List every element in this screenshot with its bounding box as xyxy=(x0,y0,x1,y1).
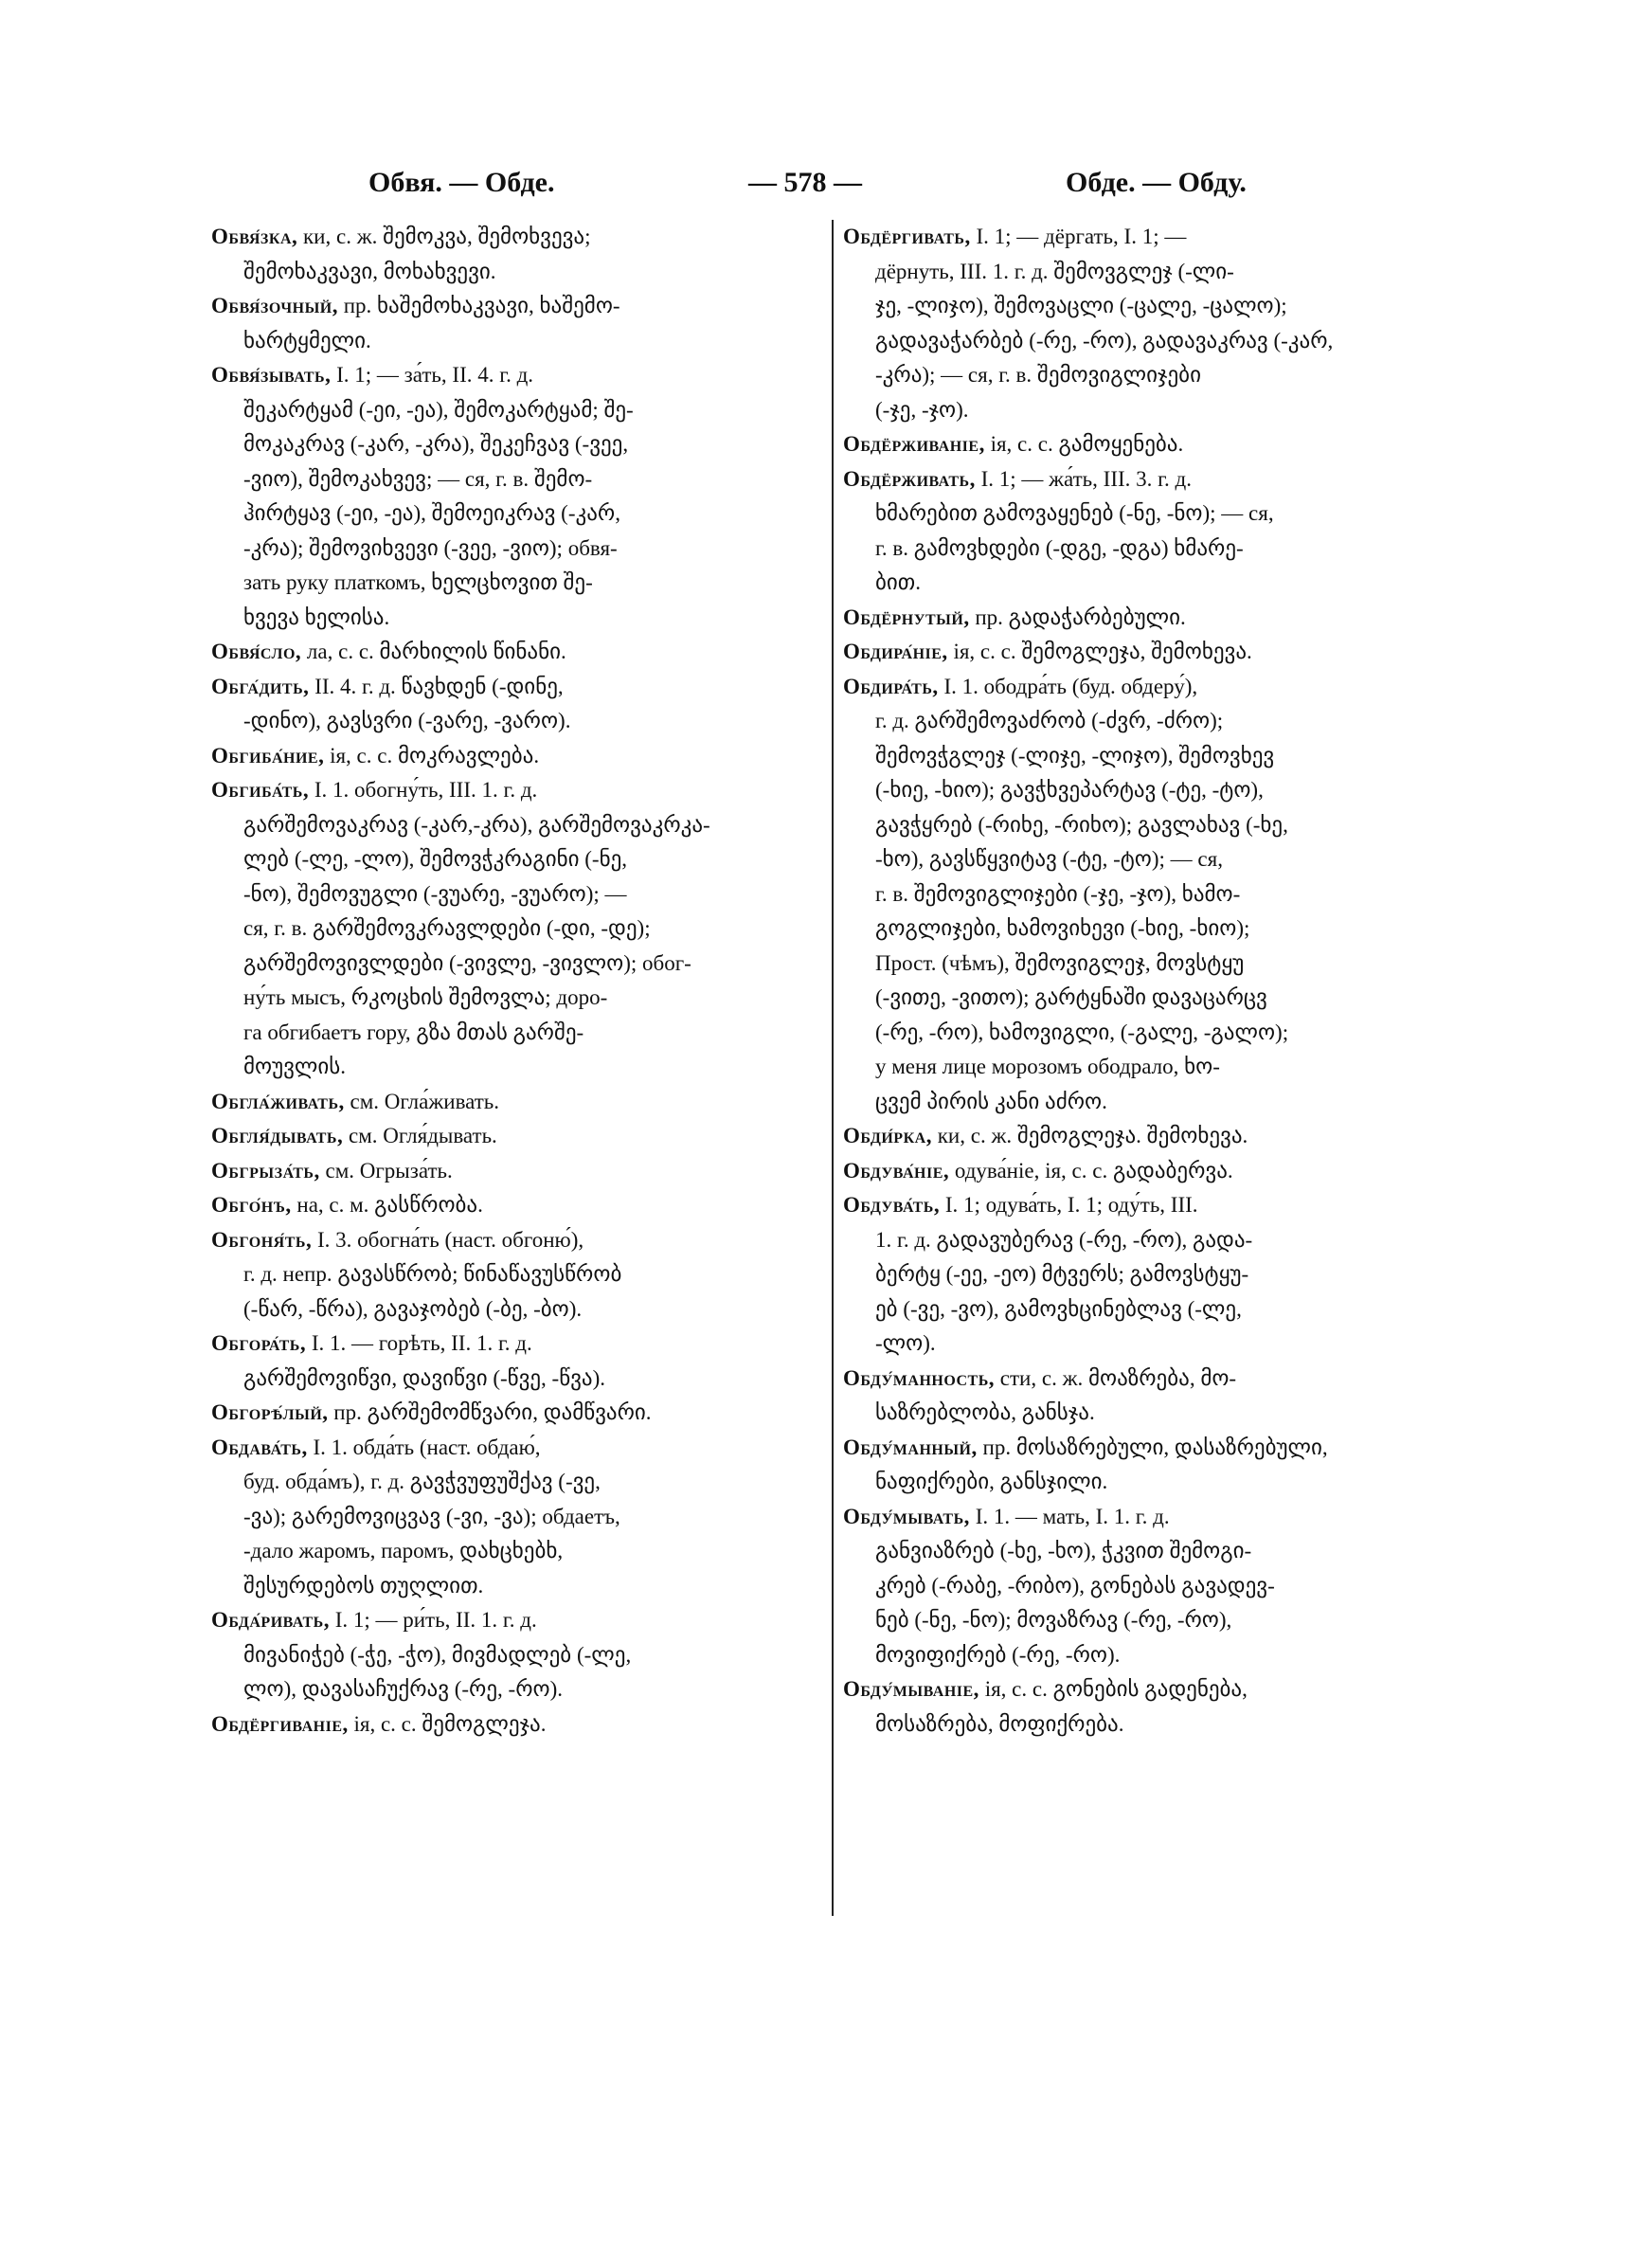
column-divider xyxy=(832,220,834,1916)
entry-definition-start: одува́нiе, ія, с. с. გადაბერვა. xyxy=(949,1158,1233,1183)
entry-headword: Обга́дить, xyxy=(211,674,310,698)
entry-definition-start: I. 1; — жа́ть, III. 3. г. д. xyxy=(975,466,1192,491)
dictionary-entry xyxy=(211,1707,827,1742)
entry-definition-start: I. 1; — дёргать, I. 1; — xyxy=(970,225,1187,248)
dictionary-entry xyxy=(211,1431,827,1604)
entry-continuation-line: ბერტყ (-ეე, -ეო) მტვერს; გამოვსტყუ- xyxy=(875,1262,1249,1286)
dictionary-entry xyxy=(211,1223,827,1327)
entry-headword: Обдава́ть, xyxy=(211,1435,308,1459)
entry-first-line xyxy=(843,427,1454,462)
entry-continuation-line: გოგლიჯები, ხამოვიხევი (-ხიე, -ხიო); xyxy=(875,916,1250,940)
entry-continuation-line: дёрнуть, III. 1. г. д. შემოვგლეჯ (-ლი- xyxy=(875,259,1234,283)
entry-continuation-line: у меня лице морозомъ ободрало, ხო- xyxy=(875,1055,1220,1078)
entry-continuation-line: -კრა); შემოვიხვევი (-ვეე, -ვიო); обвя- xyxy=(243,535,618,560)
entry-headword: Обдира́ть, xyxy=(843,674,939,698)
entry-headword: Обдёргивать, xyxy=(843,225,971,248)
entry-continuation-line: 1. г. д. გადავუბერავ (-რე, -რო), გადა- xyxy=(875,1227,1253,1252)
entry-definition-start: ія, с. с. გამოყენება. xyxy=(984,432,1184,456)
entry-headword: Обвя́зка, xyxy=(211,225,298,248)
entry-definition-start: пр. გადაჭარბებული. xyxy=(969,605,1186,629)
entry-definition-start: II. 4. г. д. წავხდენ (-დინე, xyxy=(309,674,564,698)
entry-first-line xyxy=(843,1672,1454,1707)
dictionary-entry xyxy=(843,462,1454,601)
entry-headword: Обгля́дывать, xyxy=(211,1124,344,1147)
entry-headword: Обвя́зочный, xyxy=(211,294,338,317)
entry-continuation-line: (-ვითე, -ვითო); გარტყნაში დავაცარცვ xyxy=(875,985,1267,1009)
entry-definition-start: пр. გარშემომწვარი, დამწვარი. xyxy=(328,1400,652,1424)
entry-definition-start: на, с. м. გასწრობა. xyxy=(291,1193,483,1217)
dictionary-entry xyxy=(211,1188,827,1223)
dictionary-entry xyxy=(211,1154,827,1189)
entry-first-line xyxy=(211,358,827,393)
dictionary-entry xyxy=(211,1396,827,1431)
entry-headword: Обго́нъ, xyxy=(211,1193,292,1217)
entry-first-line xyxy=(211,739,827,774)
entry-definition-start: пр. მოსაზრებული, დასაზრებული, xyxy=(977,1435,1328,1459)
dictionary-entry xyxy=(211,773,827,1085)
entry-first-line xyxy=(843,1119,1454,1154)
entry-continuation-line: -დინო), გავსვრი (-ვარე, -ვარო). xyxy=(243,709,571,732)
entry-headword: Обдёрживать, xyxy=(843,466,976,491)
entry-continuation-line: ცვემ პირის კანი აძრო. xyxy=(875,1089,1107,1113)
entry-headword: Обгиба́ть, xyxy=(211,778,310,802)
entry-first-line xyxy=(211,1119,827,1154)
entry-continuation-line: -дало жаромъ, паромъ, დახცხებხ, xyxy=(243,1539,564,1562)
entry-first-line xyxy=(211,1154,827,1189)
entry-headword: Обду́мыванiе, xyxy=(843,1677,979,1701)
entry-continuation-line: г. в. გამოვხდები (-დგე, -დგა) ხმარე- xyxy=(875,535,1244,560)
entry-continuation-line: -ვიო), შემოკახვევ; — ся, г. в. შემო- xyxy=(243,466,593,491)
entry-definition-start: I. 1; одува́ть, I. 1; оду́ть, III. xyxy=(940,1193,1198,1217)
entry-continuation-line: მოვიფიქრებ (-რე, -რო). xyxy=(875,1642,1121,1667)
entry-first-line xyxy=(211,1327,827,1362)
entry-continuation-line: ბით. xyxy=(875,570,921,594)
entry-headword: Обди́рка, xyxy=(843,1124,932,1147)
entry-continuation-line: განვიაზრებ (-ხე, -ხო), ჭკვით შემოგი- xyxy=(875,1539,1252,1562)
entry-headword: Обгла́живать, xyxy=(211,1089,345,1113)
entry-continuation-line: შეკარტყამ (-ეი, -ეა), შემოკარტყამ; შე- xyxy=(243,397,634,422)
entry-headword: Обдува́ть, xyxy=(843,1193,941,1217)
entry-continuation-line: га обгибаетъ гору, გზა მთას გარშე- xyxy=(243,1020,584,1044)
entry-continuation-line: ლო), დავასაჩუქრავ (-რე, -რო). xyxy=(243,1677,563,1701)
entry-continuation-line: ჰირტყავ (-ეი, -ეა), შემოეიკრავ (-კარ, xyxy=(243,501,620,525)
entry-continuation-line: გარშემოვივლდები (-ვივლე, -ვივლო); обог- xyxy=(243,950,691,975)
dictionary-entry xyxy=(211,1085,827,1120)
dictionary-entry xyxy=(843,1362,1454,1431)
entry-first-line xyxy=(843,635,1454,670)
entry-continuation-line: ხარტყმელი. xyxy=(243,328,371,352)
entry-first-line xyxy=(211,1396,827,1431)
entry-headword: Обвя́зывать, xyxy=(211,363,332,387)
entry-first-line xyxy=(211,1707,827,1742)
entry-headword: Обду́мывать, xyxy=(843,1504,970,1528)
dictionary-entry xyxy=(211,739,827,774)
entry-first-line xyxy=(211,220,827,255)
entry-continuation-line: კრებ (-რაბე, -რიბო), გონებას გავადევ- xyxy=(875,1573,1275,1598)
entry-continuation-line: ხვევა ხელისა. xyxy=(243,605,390,629)
entry-continuation-line: буд. обда́мъ), г. д. გავჭვუფუშქავ (-ვე, xyxy=(243,1470,601,1493)
dictionary-entry xyxy=(843,1431,1454,1500)
entry-first-line xyxy=(211,635,827,670)
entry-continuation-line: -ხო), გავსწყვიტავ (-ტე, -ტო); — ся, xyxy=(875,847,1223,871)
entry-continuation-line: გარშემოვაკრავ (-კარ,-კრა), გარშემოვაკრკა- xyxy=(243,812,710,837)
dictionary-entry xyxy=(211,670,827,739)
entry-definition-start: ки, с. ж. შემოკვა, შემოხვევა; xyxy=(297,225,591,248)
entry-continuation-line: გარშემოვიწვი, დავიწვი (-წვე, -წვა). xyxy=(243,1365,606,1390)
entry-continuation-line: ну́ть мысъ, რკოცხის შემოვლა; доро- xyxy=(243,985,608,1009)
dictionary-entry xyxy=(843,1672,1454,1742)
entry-definition-start: ія, с. с. შემოგლეჯა, შემოხევა. xyxy=(947,640,1252,663)
entry-continuation-line: ლებ (-ლე, -ლო), შემოვჭკრაგინი (-ნე, xyxy=(243,847,628,871)
left-column xyxy=(211,220,827,1742)
entry-definition-start: I. 1. ободра́ть (буд. обдеру́), xyxy=(938,674,1198,698)
entry-continuation-line: (-წარ, -წრა), გავაჯობებ (-ბე, -ბო). xyxy=(243,1296,583,1321)
entry-definition-start: ки, с. ж. შემოგლეჯა. შემოხევა. xyxy=(932,1124,1248,1147)
entry-continuation-line: მოუვლის. xyxy=(243,1055,347,1078)
entry-headword: Обдира́нiе, xyxy=(843,640,948,663)
entry-continuation-line: ებ (-ვე, -ვო), გამოვხცინებლავ (-ლე, xyxy=(875,1296,1242,1321)
entry-first-line xyxy=(211,1085,827,1120)
entry-first-line xyxy=(211,1188,827,1223)
entry-definition-start: ія, с. с. მოკრავლება. xyxy=(324,743,540,767)
entry-headword: Обгиба́ние, xyxy=(211,743,325,767)
dictionary-entry xyxy=(843,670,1454,1120)
entry-headword: Обдёрживанiе, xyxy=(843,432,985,456)
header-left-guide: Обвя. — Обде. xyxy=(368,167,555,198)
entry-first-line xyxy=(843,220,1454,255)
dictionary-entry xyxy=(843,1154,1454,1189)
dictionary-entry xyxy=(843,635,1454,670)
entry-definition-start: см. Огля́дывать. xyxy=(343,1124,497,1147)
entry-first-line xyxy=(843,462,1454,497)
entry-definition-start: I. 1; — ри́ть, II. 1. г. д. xyxy=(329,1608,537,1632)
dictionary-entry xyxy=(211,1327,827,1396)
entry-first-line xyxy=(211,1603,827,1638)
entry-continuation-line: -კრა); — ся, г. в. შემოვიგლიჯები xyxy=(875,363,1201,387)
entry-continuation-line: г. в. შემოვიგლიჯები (-ჯე, -ჯო), ხამო- xyxy=(875,881,1241,906)
entry-continuation-line: მივანიჭებ (-ჭე, -ჭო), მივმადლებ (-ლე, xyxy=(243,1642,632,1667)
entry-continuation-line: შესურდებოს თუღლით. xyxy=(243,1573,484,1598)
entry-definition-start: см. Огла́живать. xyxy=(344,1089,500,1113)
entry-first-line xyxy=(843,1154,1454,1189)
entry-definition-start: I. 3. обогна́ть (наст. обгоню́), xyxy=(312,1227,584,1252)
entry-definition-start: I. 1. — горѣть, II. 1. г. д. xyxy=(306,1331,532,1355)
page-header xyxy=(0,167,1652,205)
entry-continuation-line: -ლო). xyxy=(875,1331,936,1355)
entry-continuation-line: ჯე, -ლიჯო), შემოვაცლი (-ცალე, -ცალო); xyxy=(875,294,1287,317)
entry-definition-start: ія, с. с. შემოგლეჯა. xyxy=(348,1711,547,1736)
entry-continuation-line: (-ხიე, -ხიო); გავჭხვეპარტავ (-ტე, -ტო), xyxy=(875,778,1264,802)
entry-headword: Обдёргиванiе, xyxy=(211,1711,349,1736)
entry-continuation-line: (-რე, -რო), ხამოვიგლი, (-გალე, -გალო); xyxy=(875,1020,1289,1044)
entry-definition-start: см. Огрыза́ть. xyxy=(319,1158,453,1183)
entry-continuation-line: Прост. (чѣмъ), შემოვიგლეჯ, მოვსტყუ xyxy=(875,950,1245,975)
entry-headword: Обду́манность, xyxy=(843,1365,996,1390)
entry-headword: Обгорѣ́лый, xyxy=(211,1400,329,1424)
entry-headword: Обдува́нiе, xyxy=(843,1158,950,1183)
entry-first-line xyxy=(843,1500,1454,1535)
entry-definition-start: пр. ხაშემოხაკვავი, ხაშემო- xyxy=(337,294,620,317)
entry-continuation-line: ნაფიქრები, განსჯილი. xyxy=(875,1470,1108,1493)
dictionary-entry xyxy=(211,1119,827,1154)
dictionary-entry xyxy=(211,358,827,635)
entry-definition-start: I. 1. — мать, I. 1. г. д. xyxy=(969,1504,1170,1528)
dictionary-entry xyxy=(843,601,1454,636)
entry-first-line xyxy=(211,1223,827,1258)
entry-continuation-line: შემოვჭგლეჯ (-ლიჯე, -ლიჯო), შემოვხევ xyxy=(875,743,1275,767)
dictionary-entry xyxy=(843,1119,1454,1154)
entry-first-line xyxy=(843,1431,1454,1466)
entry-definition-start: I. 1; — за́ть, II. 4. г. д. xyxy=(331,363,534,387)
entry-headword: Обгрыза́ть, xyxy=(211,1158,320,1183)
entry-continuation-line: გავჭყრებ (-რიხე, -რიხო); გავლახავ (-ხე, xyxy=(875,812,1288,837)
entry-headword: Обвя́сло, xyxy=(211,640,302,663)
entry-definition-start: ла, с. с. მარხილის წინანი. xyxy=(301,640,566,663)
entry-first-line xyxy=(211,289,827,324)
entry-continuation-line: -ვა); გარემოვიცვავ (-ვი, -ვა); обдаетъ, xyxy=(243,1504,620,1528)
dictionary-entry xyxy=(843,220,1454,427)
right-column xyxy=(843,220,1454,1742)
entry-continuation-line: ნებ (-ნე, -ნო); მოვაზრავ (-რე, -რო), xyxy=(875,1608,1232,1632)
entry-definition-start: I. 1. обда́ть (наст. обдаю́, xyxy=(307,1435,541,1459)
dictionary-entry xyxy=(211,1603,827,1707)
entry-headword: Обгоня́ть, xyxy=(211,1227,313,1252)
dictionary-entry xyxy=(211,289,827,358)
entry-continuation-line: зать руку платкомъ, ხელცხოვით შე- xyxy=(243,570,593,594)
entry-continuation-line: ся, г. в. გარშემოვკრავლდები (-დი, -დე); xyxy=(243,916,651,940)
entry-headword: Обда́ривать, xyxy=(211,1608,330,1632)
entry-continuation-line: მოკაკრავ (-კარ, -კრა), შეკეჩვავ (-ვეე, xyxy=(243,432,629,456)
header-right-guide: Обде. — Обду. xyxy=(1066,167,1247,198)
page-number: — 578 — xyxy=(748,167,862,198)
dictionary-entry xyxy=(211,220,827,289)
entry-continuation-line: г. д. გარშემოვაძრობ (-ძვრ, -ძრო); xyxy=(875,709,1224,732)
entry-continuation-line: საზრებლობა, განსჯა. xyxy=(875,1400,1095,1424)
entry-continuation-line: მოსაზრება, მოფიქრება. xyxy=(875,1711,1124,1736)
entry-first-line xyxy=(843,1362,1454,1397)
entry-continuation-line: გადავაჭარბებ (-რე, -რო), გადავაკრავ (-კარ, xyxy=(875,328,1334,352)
dictionary-entry xyxy=(211,635,827,670)
dictionary-entry xyxy=(843,427,1454,462)
entry-first-line xyxy=(211,1431,827,1466)
entry-headword: Обгора́ть, xyxy=(211,1331,307,1355)
entry-definition-start: I. 1. обогну́ть, III. 1. г. д. xyxy=(309,778,538,802)
entry-first-line xyxy=(211,773,827,808)
entry-first-line xyxy=(843,601,1454,636)
entry-first-line xyxy=(211,670,827,705)
entry-continuation-line: -ნო), შემოვუგლი (-ვუარე, -ვუარო); — xyxy=(243,881,627,906)
dictionary-entry xyxy=(843,1188,1454,1362)
entry-continuation-line: (-ჯე, -ჯო). xyxy=(875,397,969,422)
entry-first-line xyxy=(843,670,1454,705)
entry-headword: Обдёрнутый, xyxy=(843,605,970,629)
entry-headword: Обду́манный, xyxy=(843,1435,978,1459)
entry-first-line xyxy=(843,1188,1454,1223)
entry-continuation-line: შემოხაკვავი, მოხახვევი. xyxy=(243,259,496,283)
entry-continuation-line: г. д. непр. გავასწრობ; წინაწავუსწრობ xyxy=(243,1262,622,1286)
entry-continuation-line: ხმარებით გამოვაყენებ (-ნე, -ნო); — ся, xyxy=(875,501,1274,525)
entry-definition-start: ія, с. с. გონების გადენება, xyxy=(979,1677,1248,1701)
entry-definition-start: сти, с. ж. მოაზრება, მო- xyxy=(995,1365,1237,1390)
dictionary-entry xyxy=(843,1500,1454,1673)
